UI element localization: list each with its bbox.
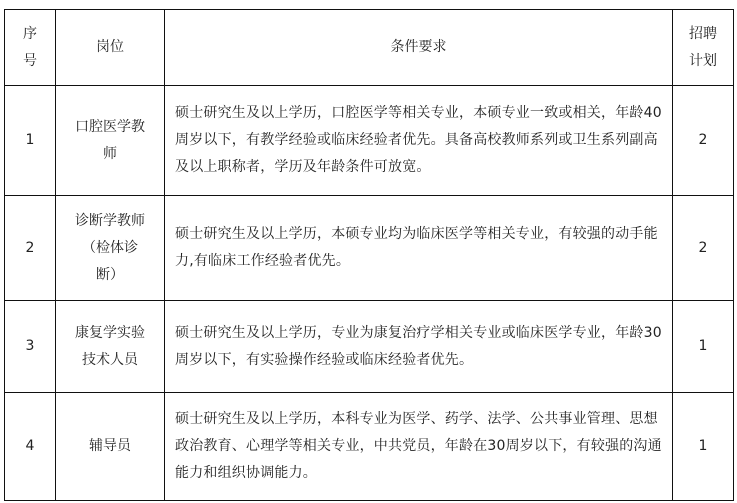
row-plan: 2	[673, 86, 734, 196]
table-row	[5, 393, 734, 501]
row-no: 2	[5, 196, 56, 301]
row-position-text: 诊断学教师（检体诊断）	[75, 212, 145, 283]
header-requirements	[165, 10, 673, 86]
row-plan: 1	[673, 301, 734, 393]
row-position-text: 口腔医学教师	[75, 118, 145, 162]
recruitment-table	[4, 9, 734, 501]
header-position	[56, 10, 165, 86]
row-requirements: 硕士研究生及以上学历，口腔医学等相关专业，本硕专业一致或相关，年龄40周岁以下，有教学经验或临床经验者优先。具备高校教师系列或卫生系列副高及以上职称者，学历及年龄条件可放宽。	[165, 86, 673, 196]
row-no: 1	[5, 86, 56, 196]
row-plan: 1	[673, 393, 734, 501]
row-requirements: 硕士研究生及以上学历，本硕专业均为临床医学等相关专业，有较强的动手能力,有临床工作经验者优先。	[165, 196, 673, 301]
header-plan-text: 招聘计划	[689, 25, 717, 69]
row-no: 3	[5, 301, 56, 393]
table-row	[5, 196, 734, 301]
header-no	[5, 10, 56, 86]
row-requirements: 硕士研究生及以上学历，专业为康复治疗学相关专业或临床医学专业，年龄30周岁以下，有实验操作经验或临床经验者优先。	[165, 301, 673, 393]
header-position-text: 岗位	[96, 39, 124, 55]
table-row	[5, 301, 734, 393]
row-plan: 2	[673, 196, 734, 301]
row-requirements: 硕士研究生及以上学历，本科专业为医学、药学、法学、公共事业管理、思想政治教育、心理学等相关专业，中共党员，年龄在30周岁以下，有较强的沟通能力和组织协调能力。	[165, 393, 673, 501]
header-plan	[673, 10, 734, 86]
header-requirements-text: 条件要求	[390, 39, 447, 55]
row-position	[56, 393, 165, 501]
row-position	[56, 301, 165, 393]
row-position-text: 康复学实验技术人员	[75, 324, 145, 368]
table-header-row	[5, 10, 734, 86]
row-position	[56, 86, 165, 196]
row-position-text: 辅导员	[89, 438, 131, 454]
header-no-text: 序号	[23, 25, 37, 69]
row-position	[56, 196, 165, 301]
table-row	[5, 86, 734, 196]
row-no: 4	[5, 393, 56, 501]
